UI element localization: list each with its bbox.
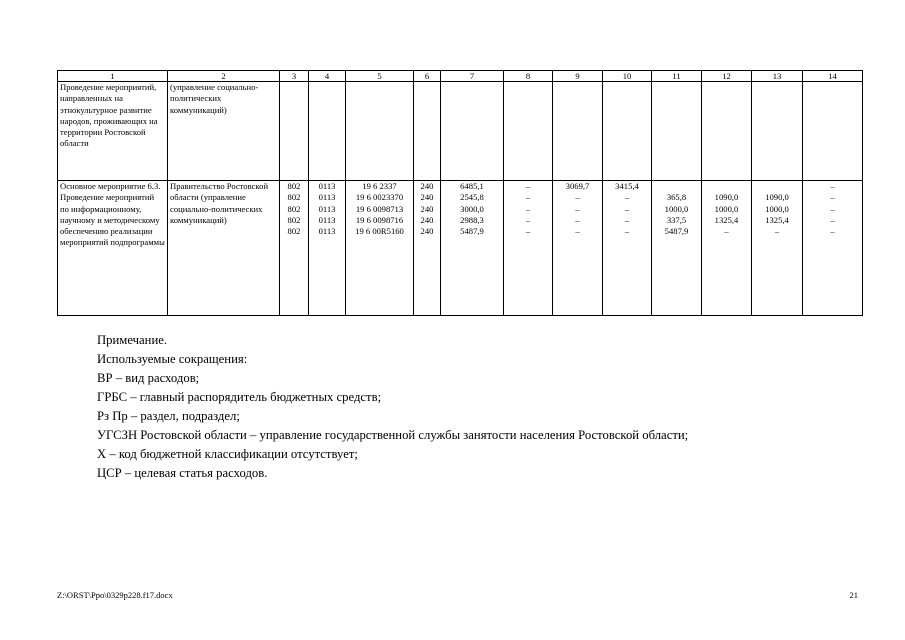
header-cell: 5 <box>346 71 414 82</box>
footer-file-path: Z:\ORST\Ppo\0329p228.f17.docx <box>57 590 173 600</box>
year-cell: – – – – – <box>803 181 863 316</box>
event-name-cell: Основное мероприятие 6.3. Проведение мероприятий по информационному, научному и методическому обеспечению реализации мероприятий подпрограммы <box>58 181 168 316</box>
header-cell: 11 <box>652 71 702 82</box>
table-row <box>58 181 863 316</box>
note-line: Рз Пр – раздел, подраздел; <box>97 409 240 423</box>
header-cell: 4 <box>309 71 346 82</box>
year-cell: – – – – – <box>504 181 553 316</box>
header-row <box>58 71 863 82</box>
event-name-cell: Проведение мероприятий, направленных на этнокультурное развитие народов, проживающих на территории Ростовской области <box>58 82 168 181</box>
note-line: ЦСР – целевая статья расходов. <box>97 466 268 480</box>
csr-cell: 19 6 2337 19 6 0023370 19 6 0098713 19 6 0098716 19 6 00R5160 <box>346 181 414 316</box>
note-line: ВР – вид расходов; <box>97 371 200 385</box>
header-cell: 10 <box>603 71 652 82</box>
year-cell: 3069,7 – – – – <box>553 181 603 316</box>
header-cell: 9 <box>553 71 603 82</box>
header-cell: 14 <box>803 71 863 82</box>
header-cell: 2 <box>168 71 280 82</box>
grbs-cell: 802 802 802 802 802 <box>280 181 309 316</box>
note-line: ГРБС – главный распорядитель бюджетных средств; <box>97 390 382 404</box>
note-line: Используемые сокращения: <box>97 352 248 366</box>
rzpr-cell: 0113 0113 0113 0113 0113 <box>309 181 346 316</box>
total-cell: 6485,1 2545,8 3000,0 2988,3 5487,9 <box>441 181 504 316</box>
vr-cell: 240 240 240 240 240 <box>414 181 441 316</box>
table-row <box>58 82 863 181</box>
executor-cell: Правительство Ростовской области (управление социально-политических коммуникаций) <box>168 181 280 316</box>
note-line: Х – код бюджетной классификации отсутствует; <box>97 447 358 461</box>
header-cell: 13 <box>752 71 803 82</box>
header-cell: 8 <box>504 71 553 82</box>
header-cell: 3 <box>280 71 309 82</box>
year-cell: 365,8 1000,0 337,5 5487,9 <box>652 181 702 316</box>
page-number: 21 <box>849 590 858 600</box>
header-cell: 12 <box>702 71 752 82</box>
header-cell: 6 <box>414 71 441 82</box>
year-cell: 1090,0 1000,0 1325,4 – <box>702 181 752 316</box>
header-cell: 7 <box>441 71 504 82</box>
notes-block <box>97 331 688 483</box>
note-title: Примечание. <box>97 333 168 347</box>
year-cell: 3415,4 – – – – <box>603 181 652 316</box>
year-cell: 1090,0 1000,0 1325,4 – <box>752 181 803 316</box>
budget-table <box>57 70 863 316</box>
note-line: УГСЗН Ростовской области – управление государственной службы занятости населения Ростовской области; <box>97 428 689 442</box>
header-cell: 1 <box>58 71 168 82</box>
executor-cell: (управление социально-политических коммуникаций) <box>168 82 280 181</box>
